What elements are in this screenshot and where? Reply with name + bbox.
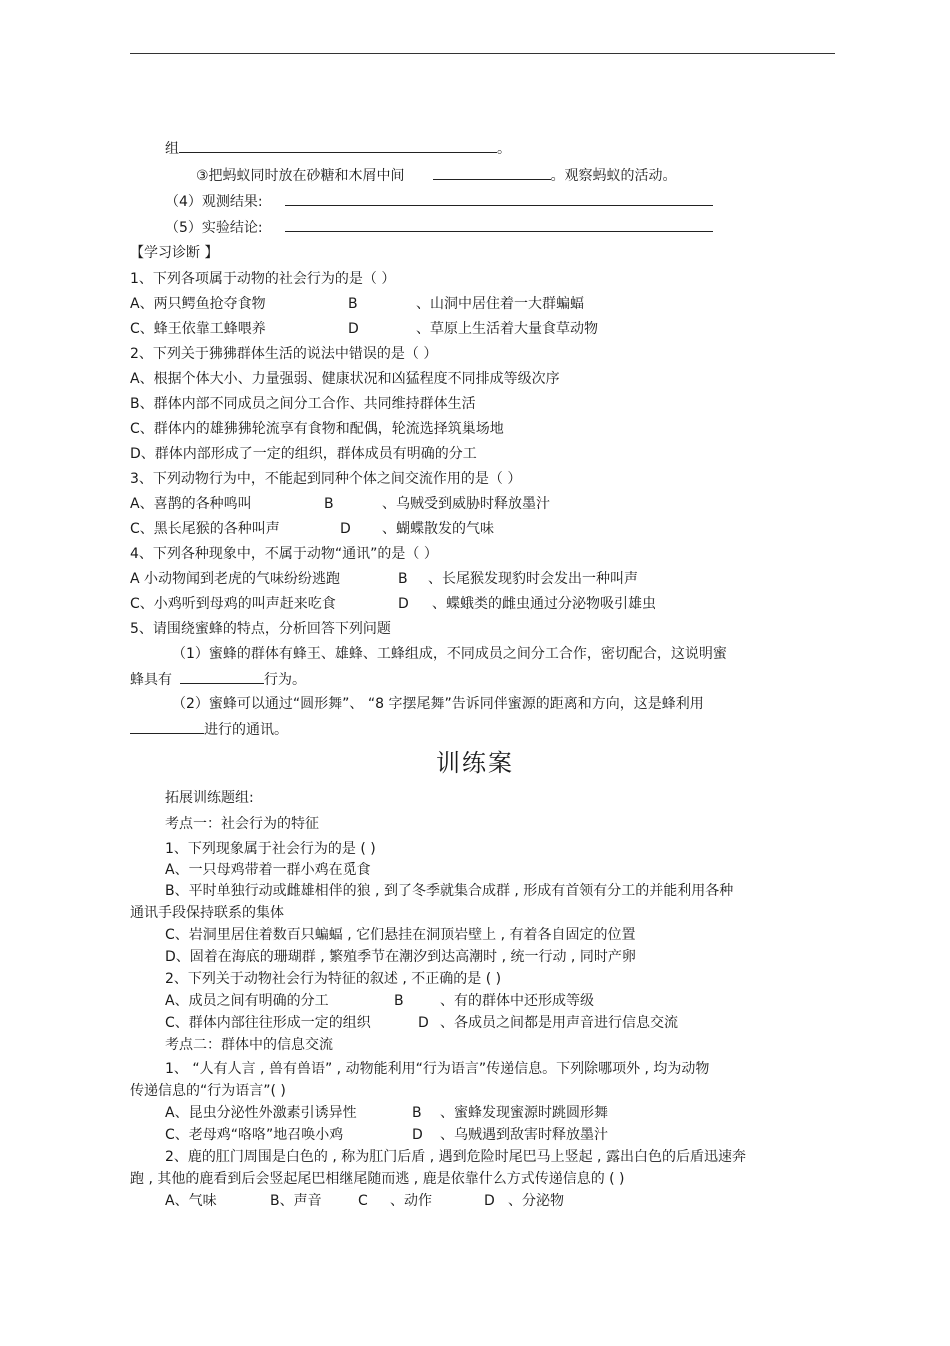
option-c: C、老母鸡“咯咯”地召唤小鸡 [165, 1127, 344, 1143]
option-b-letter: B [394, 993, 404, 1009]
option-b: 、乌贼受到威胁时释放墨汁 [382, 496, 550, 512]
option-a: A、根据个体大小、力量强弱、健康状况和凶猛程度不同排成等级次序 [130, 371, 560, 387]
option-d-letter: D [348, 321, 359, 337]
option-b: 、长尾猴发现豹时会发出一种叫声 [428, 571, 638, 587]
sub-question-1: （1）蜜蜂的群体有蜂王、雄蜂、工蜂组成，不同成员之间分工合作，密切配合，这说明蜜 [172, 646, 727, 662]
option-b: 、蜜蜂发现蜜源时跳圆形舞 [440, 1105, 608, 1121]
header-rule [130, 53, 835, 54]
option-a: A、成员之间有明确的分工 [165, 993, 329, 1009]
question-stem: 1、下列各项属于动物的社会行为的是（ ） [130, 271, 396, 287]
step-3-text: ③把蚂蚁同时放在砂糖和木屑中间 [196, 168, 405, 184]
option-b: B、平时单独行动或雌雄相伴的狼 , 到了冬季就集合成群 , 形成有首领有分工的并能利用各种 [165, 883, 734, 899]
answer-blank[interactable] [285, 192, 713, 206]
option-c: C、小鸡听到母鸡的叫声赶来吃食 [130, 596, 336, 612]
question-stem: 4、下列各种现象中，不属于动物“通讯”的是（ ） [130, 546, 438, 562]
option-c: C、黑长尾猴的各种叫声 [130, 521, 280, 537]
question-stem: 5、请围绕蜜蜂的特点，分析回答下列问题 [130, 621, 391, 637]
option-b-letter: B [398, 571, 408, 587]
option-d: 、分泌物 [508, 1193, 564, 1209]
option-a: A、一只母鸡带着一群小鸡在觅食 [165, 862, 371, 878]
line-text: 行为。 [264, 672, 306, 688]
option-c-letter: C [358, 1193, 368, 1209]
option-b-cont: 通讯手段保持联系的集体 [130, 905, 284, 921]
option-b-letter: B [412, 1105, 422, 1121]
step-3-line [196, 166, 677, 185]
option-d-letter: D [340, 521, 351, 537]
topic-heading: 考点一：社会行为的特征 [165, 816, 319, 832]
option-d: 、各成员之间都是用声音进行信息交流 [440, 1015, 678, 1031]
step-3-suffix: 。观察蚂蚁的活动。 [550, 168, 677, 184]
sub-question-2: （2）蜜蜂可以通过“圆形舞”、 “8 字摆尾舞”告诉同伴蜜源的距离和方向，这是蜂利用 [172, 696, 704, 712]
section-title: 训练案 [436, 749, 514, 777]
step-line-group [165, 139, 511, 158]
option-d: 、蝴蝶散发的气味 [382, 521, 494, 537]
option-d: D、固着在海底的珊瑚群 , 繁殖季节在潮汐到达高潮时 , 统一行动 , 同时产卵 [165, 949, 636, 965]
option-a: A、喜鹊的各种鸣叫 [130, 496, 252, 512]
option-d-letter: D [484, 1193, 495, 1209]
option-d: 、乌贼遇到敌害时释放墨汁 [440, 1127, 608, 1143]
option-d: 、蝶蛾类的雌虫通过分泌物吸引雄虫 [432, 596, 656, 612]
option-b: B、群体内部不同成员之间分工合作、共同维持群体生活 [130, 396, 476, 412]
option-a: A、两只鳄鱼抢夺食物 [130, 296, 266, 312]
question-stem: 1、 “人有人言 , 兽有兽语” , 动物能利用“行为语言”传递信息。下列除哪项外 , 均为动物 [165, 1061, 710, 1077]
question-stem: 1、下列现象属于社会行为的是 ( ) [165, 841, 376, 857]
option-b: 、有的群体中还形成等级 [440, 993, 594, 1009]
option-b: B、声音 [270, 1193, 322, 1209]
question-stem: 2、下列关于狒狒群体生活的说法中错误的是（ ） [130, 346, 438, 362]
diagnosis-heading: 【学习诊断 】 [130, 245, 219, 261]
conclusion-line [165, 218, 713, 237]
line-text: 组 [165, 141, 179, 157]
option-c: C、群体内的雄狒狒轮流享有食物和配偶，轮流选择筑巢场地 [130, 421, 504, 437]
question-stem-cont: 跑 , 其他的鹿看到后会竖起尾巴相继尾随而逃 , 鹿是依靠什么方式传递信息的 ( ) [130, 1171, 625, 1187]
option-a: A、昆虫分泌性外激素引诱异性 [165, 1105, 357, 1121]
question-stem-cont: 传递信息的“行为语言”( ) [130, 1083, 286, 1099]
sub-question-1-cont [130, 670, 306, 689]
option-d-letter: D [412, 1127, 423, 1143]
topic-heading: 考点二：群体中的信息交流 [165, 1037, 333, 1053]
option-c: 、动作 [390, 1193, 432, 1209]
line-text: 蜂具有 [130, 672, 172, 688]
option-b-letter: B [348, 296, 358, 312]
option-d: D、群体内部形成了一定的组织，群体成员有明确的分工 [130, 446, 477, 462]
conclusion-label: （5）实验结论: [165, 220, 263, 236]
option-d: 、草原上生活着大量食草动物 [416, 321, 598, 337]
line-text: 。 [497, 141, 511, 157]
option-a: A 小动物闻到老虎的气味纷纷逃跑 [130, 571, 341, 587]
option-d-letter: D [398, 596, 409, 612]
question-stem: 3、下列动物行为中，不能起到同种个体之间交流作用的是（ ） [130, 471, 522, 487]
option-c: C、岩洞里居住着数百只蝙蝠 , 它们悬挂在洞顶岩壁上 , 有着各自固定的位置 [165, 927, 636, 943]
option-b: 、山洞中居住着一大群蝙蝠 [416, 296, 584, 312]
question-stem: 2、鹿的肛门周围是白色的 , 称为肛门后盾 , 遇到危险时尾巴马上竖起 , 露出白色的后盾迅速奔 [165, 1149, 746, 1165]
group-heading: 拓展训练题组: [165, 790, 254, 806]
option-d-letter: D [418, 1015, 429, 1031]
option-c: C、群体内部往往形成一定的组织 [165, 1015, 371, 1031]
answer-blank[interactable] [179, 139, 497, 153]
answer-blank[interactable] [285, 218, 713, 232]
observation-label: （4）观测结果: [165, 194, 263, 210]
question-stem: 2、下列关于动物社会行为特征的叙述 , 不正确的是 ( ) [165, 971, 502, 987]
option-a: A、气味 [165, 1193, 217, 1209]
answer-blank[interactable] [130, 720, 204, 734]
option-b-letter: B [324, 496, 334, 512]
answer-blank[interactable] [433, 166, 551, 180]
answer-blank[interactable] [180, 670, 264, 684]
observation-line [165, 192, 713, 211]
sub-question-2-cont [130, 720, 288, 739]
line-text: 进行的通讯。 [204, 722, 288, 738]
option-c: C、蜂王依靠工蜂喂养 [130, 321, 266, 337]
